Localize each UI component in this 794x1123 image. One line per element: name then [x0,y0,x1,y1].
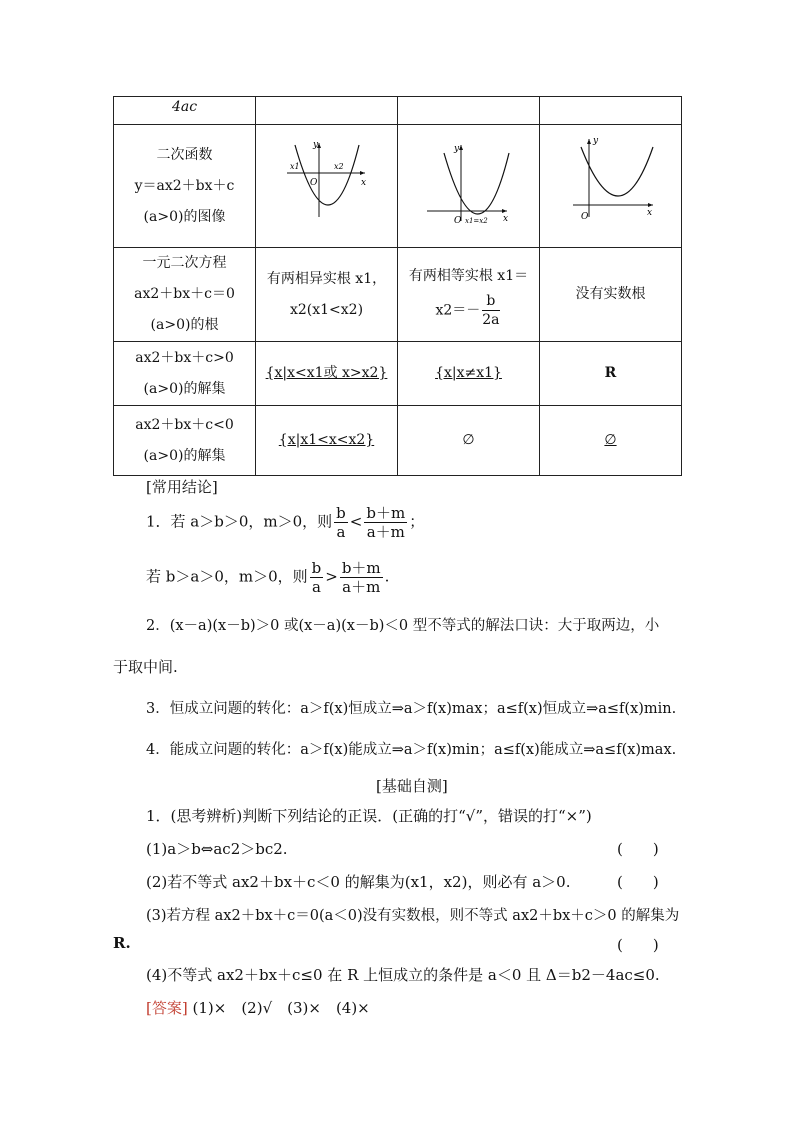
fraction-denominator: 2a [482,311,500,328]
cell-less-label [114,406,256,476]
cell-solution-set: R [540,342,682,406]
fraction-denominator: a [336,523,346,541]
fraction-denominator: a＋m [342,578,381,596]
fraction-numerator: b＋m [366,504,406,522]
table-row [114,342,682,406]
answer-blank: ( ) [617,873,659,891]
label-line: ax2＋bx＋c>0 [135,349,234,366]
suffix: . [384,567,390,586]
label-line: (a>0)的图像 [143,208,226,225]
cell-4ac: 4ac [114,97,256,125]
question-1: 1．(思考辨析)判断下列结论的正误．(正确的打“√”，错误的打“×”) [146,807,592,825]
table-row [114,125,682,248]
table-row [114,97,682,125]
suffix: ； [409,512,425,531]
cell-line: x2(x1<x2) [289,301,364,318]
fraction-denominator: a [311,578,321,596]
y-axis-label: y [592,136,598,146]
cell-no-real-roots: 没有实数根 [540,248,682,342]
fraction-numerator: b＋m [341,559,381,577]
answer-body: (1)× (2)√ (3)× (4)× [192,999,370,1017]
x-axis-label: x [646,208,652,218]
label-line: 二次函数 [156,146,213,163]
cell-solution-set: {x|x≠x1} [398,342,540,406]
table-row [114,406,682,476]
conclusion-text: 1．若 a＞b＞0，m＞0，则 [146,512,333,531]
x2-label: x2 [333,162,344,171]
conclusion-1 [146,504,424,541]
fraction-numerator: b [336,504,346,522]
fraction [310,559,324,596]
cell-line: 有两相异实根 x1， [266,270,387,287]
x1-equals-x2-label: x1=x2 [464,217,488,225]
answer-tag: [答案] [146,999,188,1017]
statement-2: (2)若不等式 ax2＋bx＋c＜0 的解集为(x1，x2)，则必有 a＞0. [146,873,571,891]
fraction [334,504,348,541]
fraction-b-over-2a [482,292,499,329]
x-axis-label: x [360,178,366,188]
parabola-double-root-graph [399,125,539,235]
table-cell [398,97,540,125]
cell-line [398,292,539,329]
label-line: (a>0)的解集 [143,447,226,464]
cell-graph-label [114,125,256,248]
table-cell [256,97,398,125]
section-title-conclusions: [常用结论] [146,478,218,496]
label-line: 一元二次方程 [142,255,227,271]
x-axis-label: x [502,214,508,224]
conclusion-2-line2: 于取中间. [113,658,178,676]
statement-4: (4)不等式 ax2＋bx＋c≤0 在 R 上恒成立的条件是 a＜0 且 Δ＝b2－4ac≤0. [146,966,660,984]
cell-two-distinct-roots [256,248,398,342]
fraction-numerator: b [311,559,322,577]
answer-line [146,997,370,1018]
fraction [340,559,383,596]
label-line: (a>0)的根 [150,317,219,333]
statement-3-continued: R. [113,934,131,952]
label-line: ax2＋bx＋c<0 [135,416,234,433]
parabola-no-root-graph [541,125,681,235]
origin-label: O [309,178,317,188]
fraction [364,504,407,541]
answer-blank: ( ) [617,840,659,858]
conclusion-3: 3．恒成立问题的转化：a＞f(x)恒成立⇒a＞f(x)max；a≤f(x)恒成立⇒a≤f(x)min. [146,701,677,717]
x1-label: x1 [289,162,300,171]
y-axis-label: y [453,144,459,154]
cell-graph-no-root [540,125,682,248]
label-line: ax2＋bx＋c＝0 [134,286,235,302]
section-title-self-test: [基础自测] [376,777,448,795]
y-axis-label: y [312,140,318,150]
cell-solution-set: ∅ [398,406,540,476]
cell-greater-label [114,342,256,406]
cell-solution-set: ∅ [540,406,682,476]
cell-solution-set: {x|x<x1或 x>x2} [256,342,398,406]
label-line: y＝ax2＋bx＋c [134,177,235,194]
statement-3: (3)若方程 ax2＋bx＋c＝0(a＜0)没有实数根，则不等式 ax2＋bx＋c＞0 的解集为 [146,908,680,924]
cell-equation-label [114,248,256,342]
table-row [114,248,682,342]
root-prefix: x2＝－ [435,302,481,318]
conclusion-text: 若 b＞a＞0，m＞0，则 [146,567,308,586]
fraction-numerator: b [482,292,499,311]
cell-line: 有两相等实根 x1＝ [408,267,529,284]
table-cell [540,97,682,125]
conclusion-1b [146,559,389,596]
parabola-two-roots-graph [257,125,397,235]
answer-blank: ( ) [617,936,659,954]
cell-double-root [398,248,540,342]
cell-graph-one-root [398,125,540,248]
cell-graph-two-roots [256,125,398,248]
fraction-denominator: a＋m [366,523,405,541]
label-line: (a>0)的解集 [143,380,226,397]
origin-label: O [580,212,588,222]
conclusion-4: 4．能成立问题的转化：a＞f(x)能成立⇒a＞f(x)min；a≤f(x)能成立⇒a≤f(x)max. [146,742,677,758]
cell-solution-set: {x|x1<x<x2} [256,406,398,476]
conclusion-2-line1: 2．(x－a)(x－b)＞0 或(x－a)(x－b)＜0 型不等式的解法口诀：大于取两边，小 [146,618,660,634]
relation: > [325,567,338,586]
relation: < [349,512,363,531]
origin-label: O [453,216,461,226]
quadratic-comparison-table [113,96,682,476]
statement-1: (1)a＞b⇔ac2＞bc2. [146,840,288,858]
